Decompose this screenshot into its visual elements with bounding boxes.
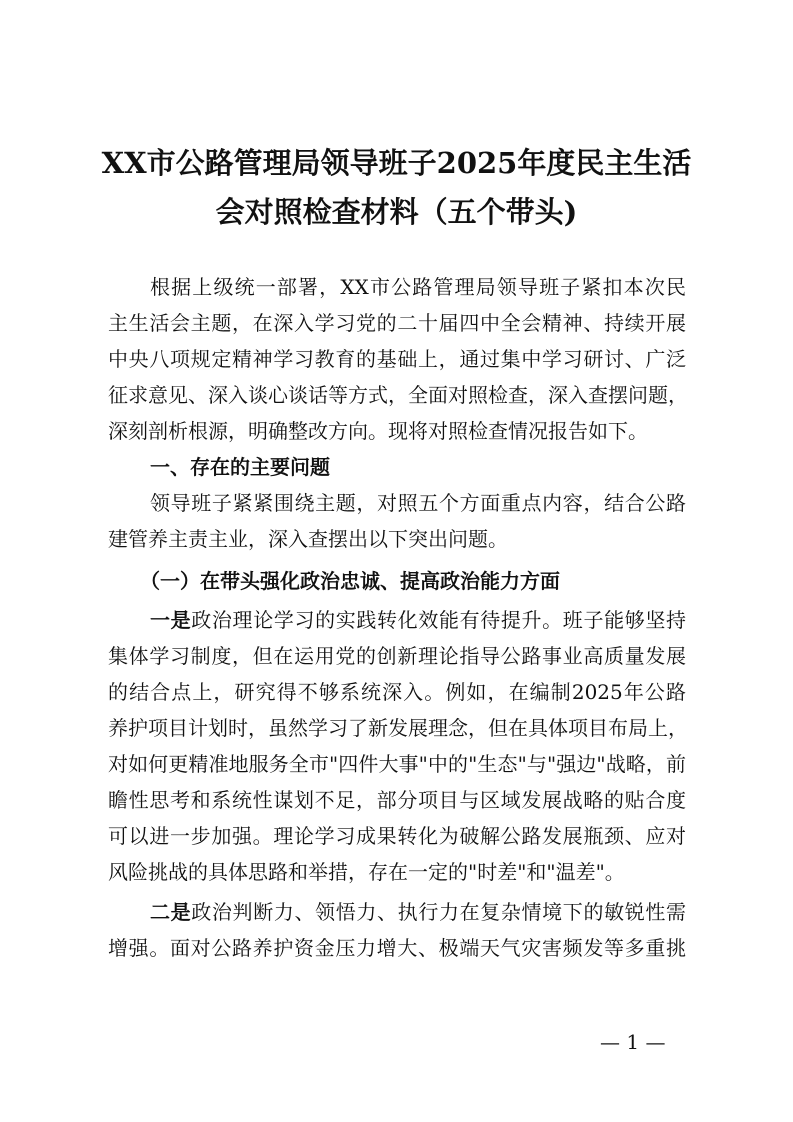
document-title-line-1: XX市公路管理局领导班子2025年度民主生活 — [101, 146, 692, 180]
point-first-line — [150, 602, 686, 638]
section-intro-line: 建管养主责主业，深入查摆出以下突出问题。 — [108, 527, 508, 551]
point-line: 增强。面对公路养护资金压力增大、极端天气灾害频发等多重挑 — [108, 936, 686, 960]
subsection-heading: （一）在带头强化政治忠诚、提高政治能力方面 — [140, 569, 560, 593]
point-line: 可以进一步加强。理论学习成果转化为破解公路发展瓶颈、应对 — [108, 824, 686, 848]
point-lead: 二是 — [150, 900, 192, 924]
point-text: 政治判断力、领悟力、执行力在复杂情境下的敏锐性需 — [191, 900, 687, 924]
point-line: 集体学习制度，但在运用党的创新理论指导公路事业高质量发展 — [108, 644, 686, 668]
point-lead: 一是 — [150, 608, 192, 632]
intro-line: 深刻剖析根源，明确整改方向。现将对照检查情况报告如下。 — [108, 419, 648, 443]
point-line: 对如何更精准地服务全市"四件大事"中的"生态"与"强边"战略，前 — [108, 752, 686, 776]
document-title-line-2: 会对照检查材料（五个带头) — [215, 195, 578, 229]
section-heading: 一、存在的主要问题 — [150, 455, 330, 479]
intro-line: 中央八项规定精神学习教育的基础上，通过集中学习研讨、广泛 — [108, 347, 686, 371]
point-line: 养护项目计划时，虽然学习了新发展理念，但在具体项目布局上， — [108, 716, 688, 740]
point-line: 瞻性思考和系统性谋划不足，部分项目与区域发展战略的贴合度 — [108, 788, 686, 812]
point-first-line — [150, 894, 686, 930]
page-number: — 1 — — [600, 1030, 666, 1054]
intro-line: 主生活会主题，在深入学习党的二十届四中全会精神、持续开展 — [108, 311, 686, 335]
point-line: 风险挑战的具体思路和举措，存在一定的"时差"和"温差"。 — [108, 860, 625, 884]
point-text: 政治理论学习的实践转化效能有待提升。班子能够坚持 — [191, 608, 687, 632]
section-intro-line: 领导班子紧紧围绕主题，对照五个方面重点内容，结合公路 — [150, 491, 686, 515]
intro-line: 征求意见、深入谈心谈话等方式，全面对照检查，深入查摆问题， — [108, 383, 688, 407]
intro-line: 根据上级统一部署，XX市公路管理局领导班子紧扣本次民 — [150, 275, 686, 299]
point-line: 的结合点上，研究得不够系统深入。例如，在编制2025年公路 — [108, 680, 686, 704]
